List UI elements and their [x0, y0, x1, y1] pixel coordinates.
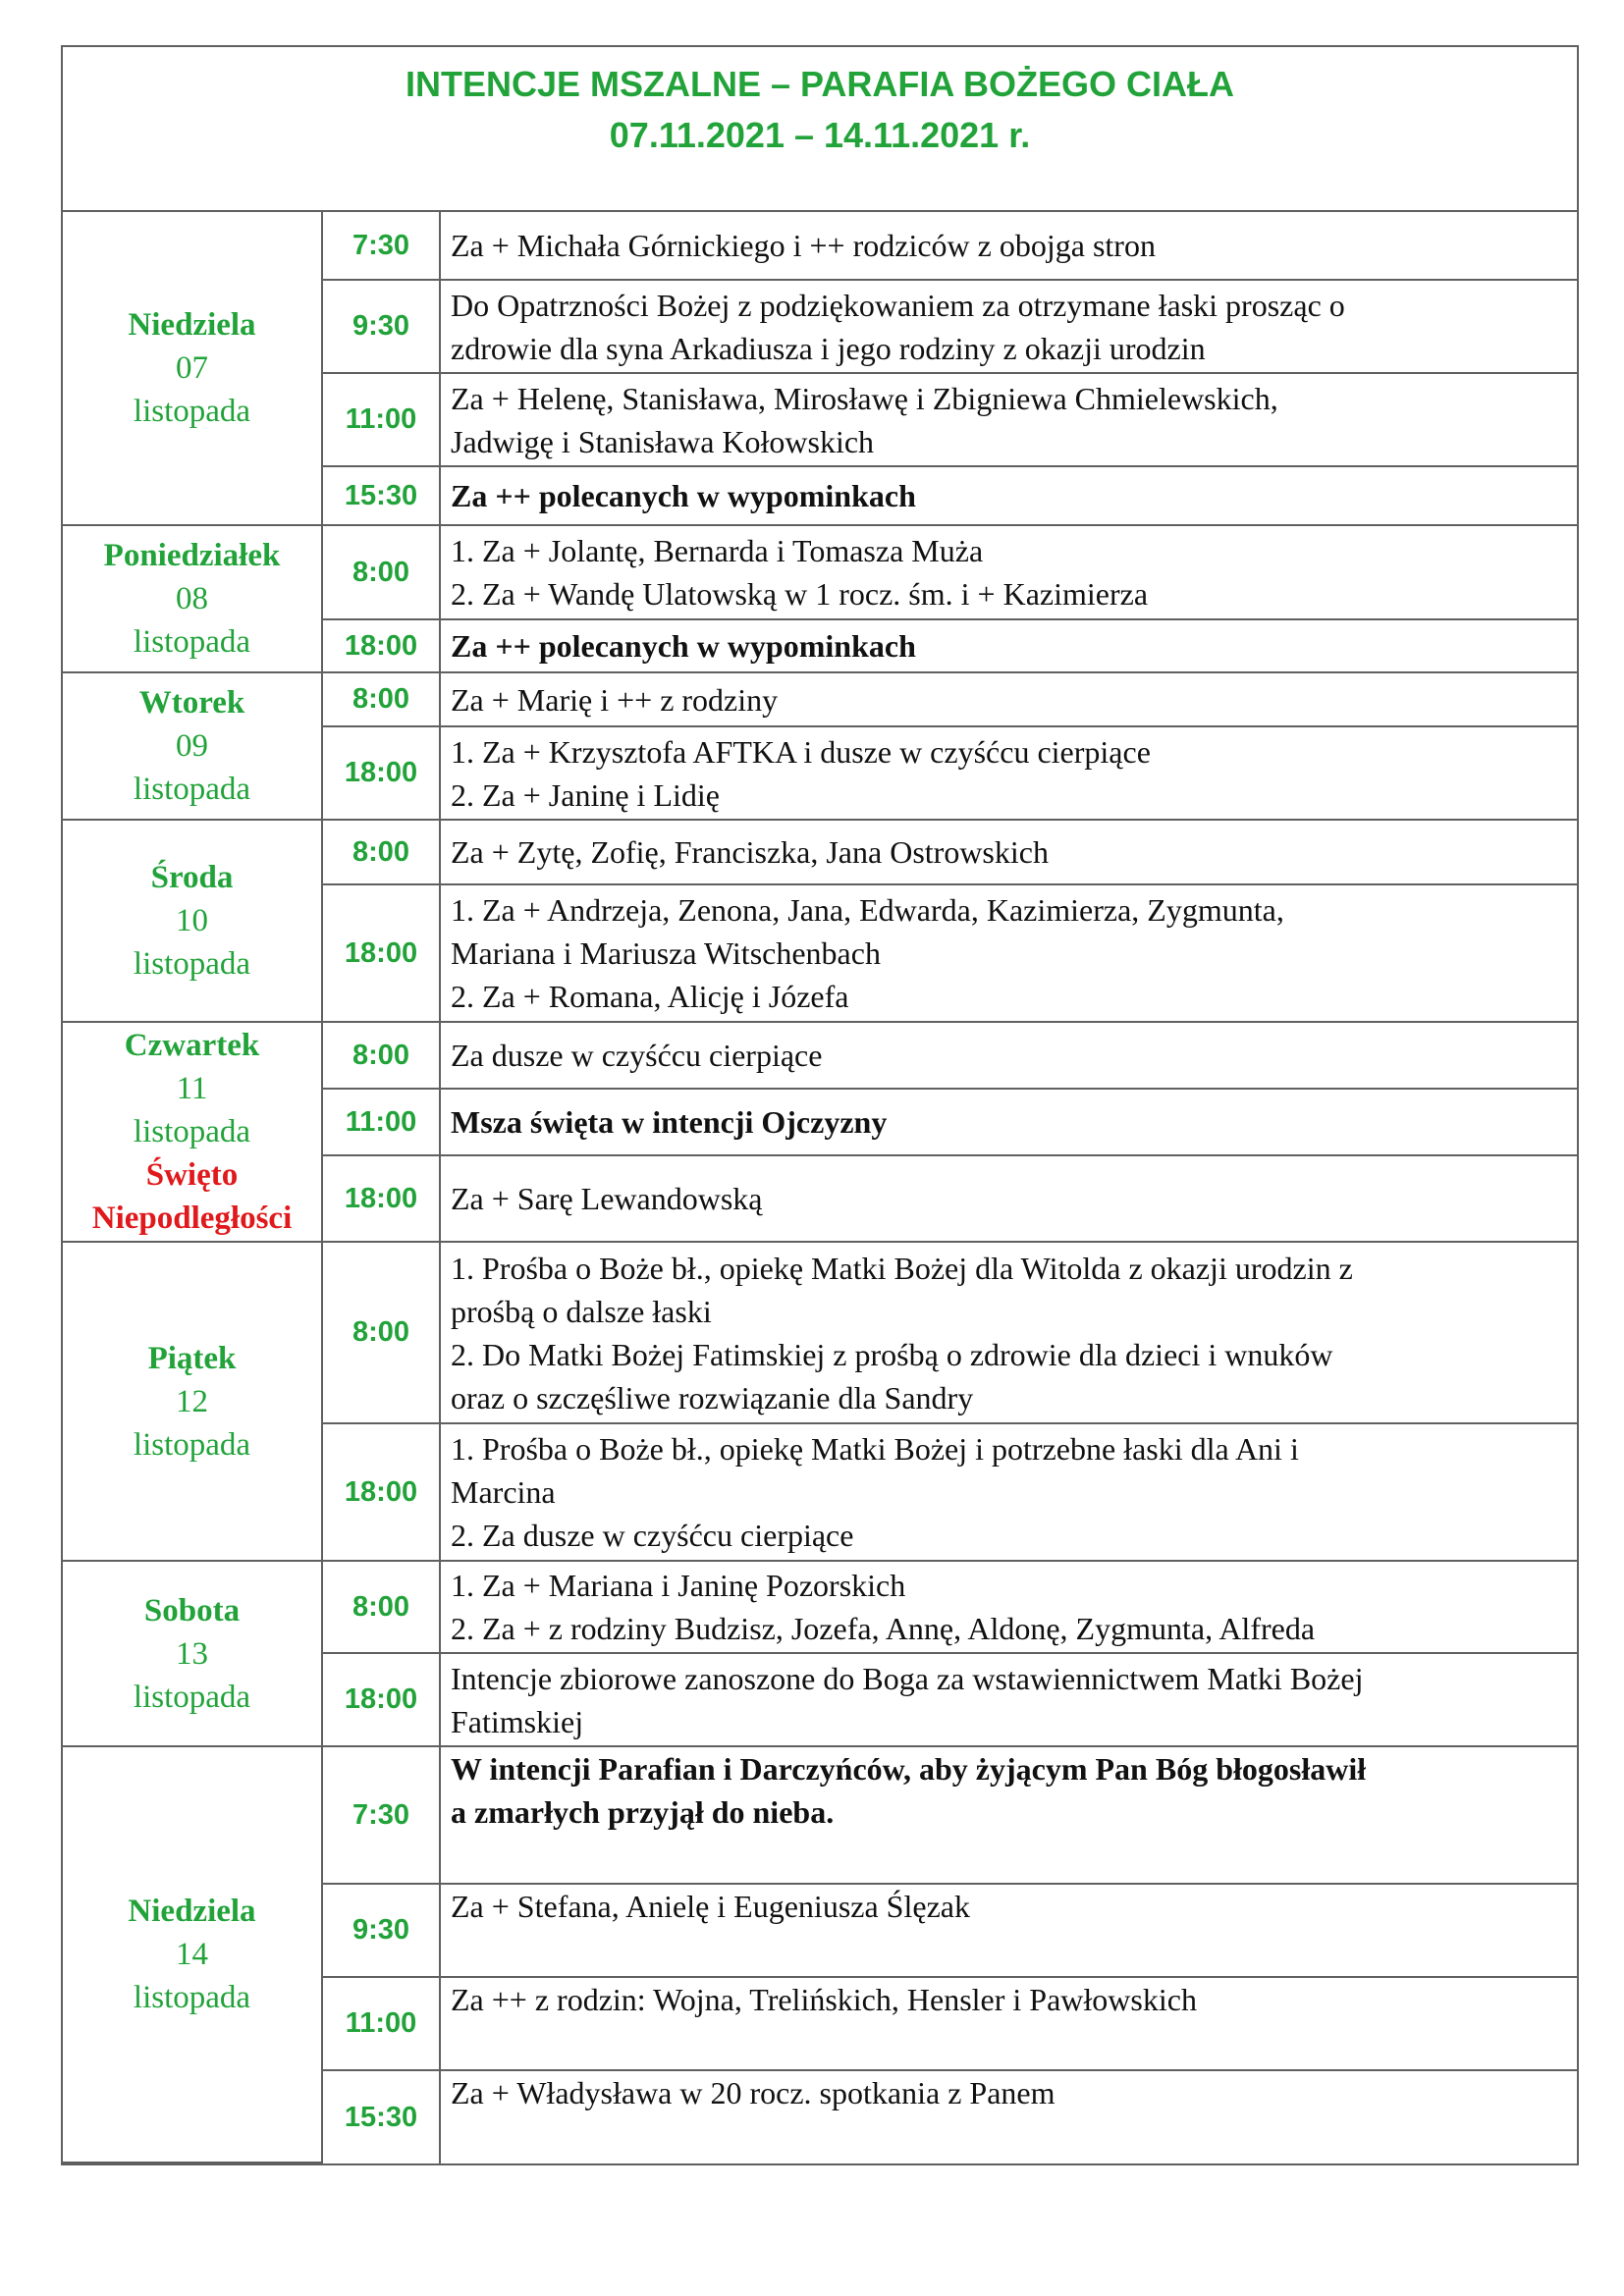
table-row	[63, 526, 1577, 620]
mass-intention: Msza święta w intencji Ojczyzny	[441, 1090, 1577, 1156]
mass-time: 15:30	[323, 2071, 441, 2163]
mass-time: 9:30	[323, 1885, 441, 1978]
mass-intention: Za + Sarę Lewandowską	[441, 1156, 1577, 1243]
day-number: 09	[176, 728, 208, 764]
mass-time: 11:00	[323, 1090, 441, 1156]
day-cell	[63, 673, 323, 821]
mass-time: 11:00	[323, 374, 441, 467]
mass-intention: Za dusze w czyśćcu cierpiące	[441, 1023, 1577, 1090]
day-cell	[63, 1243, 323, 1562]
mass-time: 11:00	[323, 1978, 441, 2071]
document-dates: 07.11.2021 – 14.11.2021 r.	[609, 115, 1031, 155]
mass-time: 18:00	[323, 727, 441, 821]
mass-time: 7:30	[323, 1747, 441, 1885]
mass-time: 18:00	[323, 885, 441, 1023]
mass-intention: 1. Prośba o Boże bł., opiekę Matki Bożej dla Witolda z okazji urodzin z prośbą o dalsze łaski 2. Do Matki Bożej Fatimskiej z prośbą o zdrowie dla dzieci i wnuków oraz o szczęśliwe rozwiązanie dla Sandry	[441, 1243, 1577, 1424]
mass-time: 15:30	[323, 467, 441, 526]
day-month: listopada	[133, 1980, 251, 2015]
day-cell	[63, 526, 323, 673]
mass-intention: Intencje zbiorowe zanoszone do Boga za wstawiennictwem Matki Bożej Fatimskiej	[441, 1654, 1577, 1747]
mass-time: 8:00	[323, 1243, 441, 1424]
mass-time: 7:30	[323, 212, 441, 281]
feast-label: Święto Niepodległości	[91, 1157, 293, 1236]
mass-intention: Za + Władysława w 20 rocz. spotkania z Panem	[451, 2075, 1056, 2110]
mass-intentions-table	[63, 212, 1577, 2163]
day-name: Poniedziałek	[103, 538, 281, 573]
day-name: Wtorek	[138, 685, 245, 721]
day-month: listopada	[133, 624, 251, 660]
mass-intention: Za ++ z rodzin: Wojna, Trelińskich, Hensler i Pawłowskich	[441, 1978, 1577, 2071]
mass-time: 8:00	[323, 1023, 441, 1090]
day-number: 10	[176, 903, 208, 938]
day-name: Piątek	[147, 1340, 237, 1376]
day-name: Niedziela	[128, 307, 256, 343]
mass-time: 18:00	[323, 1654, 441, 1747]
mass-intention: 1. Prośba o Boże bł., opiekę Matki Bożej i potrzebne łaski dla Ani i Marcina 2. Za dusze w czyśćcu cierpiące	[441, 1424, 1577, 1562]
day-month: listopada	[133, 1679, 251, 1715]
day-cell	[63, 1747, 323, 2163]
day-name: Środa	[150, 860, 234, 895]
day-month: listopada	[133, 946, 251, 982]
mass-intention: 1. Za + Jolantę, Bernarda i Tomasza Muża 2. Za + Wandę Ulatowską w 1 rocz. śm. i + Kazimierza	[441, 526, 1577, 620]
day-month: listopada	[133, 1114, 251, 1149]
mass-intention: Za + Zytę, Zofię, Franciszka, Jana Ostrowskich	[441, 821, 1577, 885]
day-month: listopada	[133, 772, 251, 807]
table-row	[63, 1023, 1577, 1090]
mass-intention: Za + Stefana, Anielę i Eugeniusza Ślęzak	[441, 1885, 1577, 1978]
document-title: INTENCJE MSZALNE – PARAFIA BOŻEGO CIAŁA	[405, 64, 1235, 104]
day-name: Sobota	[143, 1592, 241, 1629]
table-row	[63, 212, 1577, 281]
day-cell	[63, 212, 323, 526]
mass-intention: Za + Helenę, Stanisława, Mirosławę i Zbigniewa Chmielewskich, Jadwigę i Stanisława Kołowskich	[441, 374, 1577, 467]
mass-intention: Za + Michała Górnickiego i ++ rodziców z obojga stron	[441, 212, 1577, 281]
mass-intention: Za ++ polecanych w wypominkach	[441, 467, 1577, 526]
table-row	[63, 821, 1577, 885]
mass-time: 18:00	[323, 620, 441, 673]
mass-time: 8:00	[323, 526, 441, 620]
table-row	[63, 673, 1577, 727]
mass-time: 8:00	[323, 1562, 441, 1654]
document-header	[63, 47, 1577, 212]
day-name: Czwartek	[124, 1028, 260, 1063]
mass-intention: Za ++ polecanych w wypominkach	[441, 620, 1577, 673]
day-month: listopada	[133, 394, 251, 429]
day-name: Niedziela	[128, 1894, 256, 1929]
mass-time: 9:30	[323, 281, 441, 374]
day-cell	[63, 821, 323, 1023]
mass-intention: Za + Marię i ++ z rodziny	[441, 673, 1577, 727]
mass-intention: Do Opatrzności Bożej z podziękowaniem za otrzymane łaski prosząc o zdrowie dla syna Arkadiusza i jego rodziny z okazji urodzin	[441, 281, 1577, 374]
table-row	[63, 1747, 1577, 1885]
table-row	[63, 1243, 1577, 1424]
mass-time: 8:00	[323, 673, 441, 727]
day-number: 11	[176, 1071, 208, 1106]
table-row	[63, 1562, 1577, 1654]
mass-time: 18:00	[323, 1424, 441, 1562]
mass-intention: 1. Za + Andrzeja, Zenona, Jana, Edwarda, Kazimierza, Zygmunta, Mariana i Mariusza Witschenbach 2. Za + Romana, Alicję i Józefa	[441, 885, 1577, 1023]
intentions-document	[61, 45, 1579, 2165]
mass-time: 18:00	[323, 1156, 441, 1243]
mass-time: 8:00	[323, 821, 441, 885]
day-number: 13	[176, 1635, 208, 1672]
day-number: 12	[176, 1383, 208, 1419]
day-number: 08	[176, 581, 208, 616]
mass-intention: 1. Za + Krzysztofa AFTKA i dusze w czyśćcu cierpiące 2. Za + Janinę i Lidię	[441, 727, 1577, 821]
mass-intention: W intencji Parafian i Darczyńców, aby żyjącym Pan Bóg błogosławił a zmarłych przyjął do nieba.	[441, 1747, 1577, 1885]
day-month: listopada	[133, 1426, 251, 1463]
day-cell	[63, 1562, 323, 1747]
day-number: 14	[176, 1937, 208, 1972]
day-number: 07	[176, 350, 208, 386]
day-cell	[63, 1023, 323, 1243]
mass-intention: 1. Za + Mariana i Janinę Pozorskich 2. Za + z rodziny Budzisz, Jozefa, Annę, Aldonę, Zygmunta, Alfreda	[441, 1562, 1577, 1654]
